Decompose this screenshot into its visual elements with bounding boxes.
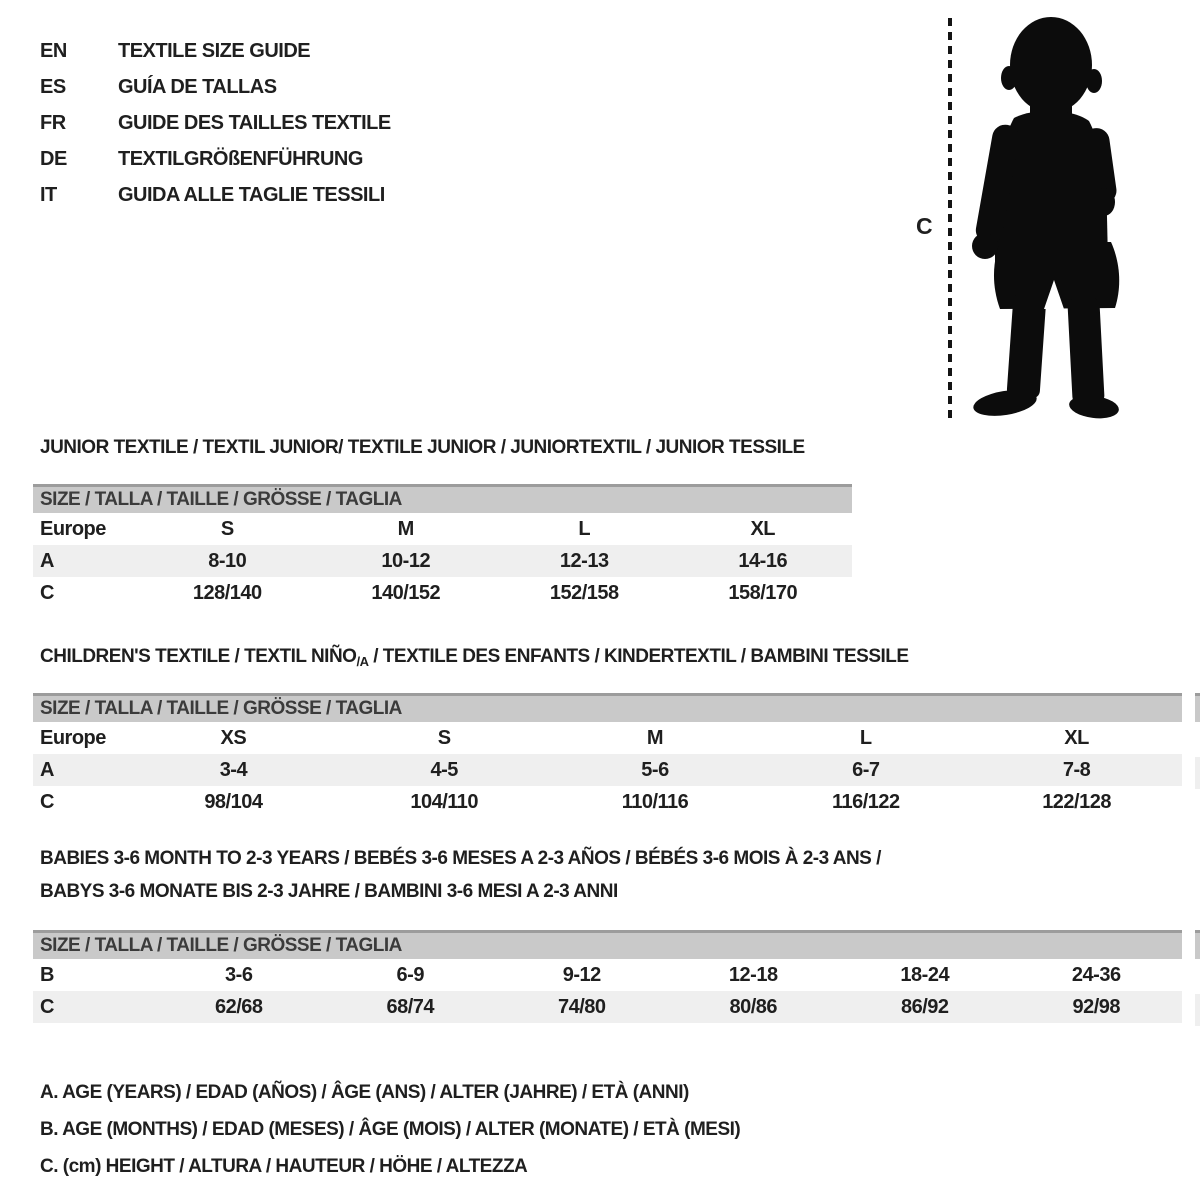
heading-text: / TEXTILE DES ENFANTS / KINDERTEXTIL / BAMBINI TESSILE — [368, 646, 909, 667]
table-row — [33, 991, 1182, 1023]
heading-line: BABYS 3-6 MONATE BIS 2-3 JAHRE / BAMBINI 3-6 MESI A 2-3 ANNI — [40, 881, 618, 902]
table-edge-fragment — [1195, 693, 1200, 722]
table-row — [33, 959, 1182, 991]
size-cell: XS — [220, 727, 247, 749]
language-row — [40, 105, 391, 141]
children-section-heading — [40, 646, 909, 669]
size-cell: 110/116 — [621, 791, 689, 813]
size-cell: 8-10 — [208, 550, 247, 572]
language-code: ES — [40, 76, 66, 98]
heading-text: CHILDREN'S TEXTILE / TEXTIL NIÑO — [40, 646, 357, 667]
size-cell: 10-12 — [381, 550, 431, 572]
size-cell: L — [578, 518, 591, 540]
size-cell: 12-18 — [728, 964, 778, 986]
size-cell: 80/86 — [729, 996, 778, 1018]
language-code: IT — [40, 184, 57, 206]
size-cell: S — [220, 518, 234, 540]
legend-line-age-months: B. AGE (MONTHS) / EDAD (MESES) / ÂGE (MOIS) / ALTER (MONATE) / ETÀ (MESI) — [40, 1119, 741, 1140]
language-code: DE — [40, 148, 67, 170]
size-cell: 4-5 — [430, 759, 458, 781]
size-cell: 6-7 — [852, 759, 880, 781]
table-edge-fragment — [1195, 757, 1200, 789]
size-cell: 24-36 — [1071, 964, 1121, 986]
language-code: EN — [40, 40, 67, 62]
size-cell: 12-13 — [559, 550, 609, 572]
language-code: FR — [40, 112, 66, 134]
table-edge-fragment — [1195, 994, 1200, 1026]
row-label: C — [40, 582, 54, 604]
size-cell: 18-24 — [900, 964, 950, 986]
size-cell: M — [646, 727, 664, 749]
measurement-legend — [40, 1074, 740, 1185]
size-cell: L — [859, 727, 872, 749]
size-cell: XL — [1064, 727, 1089, 749]
language-title-list — [40, 33, 391, 213]
row-label: Europe — [40, 727, 106, 749]
toddler-silhouette-icon — [958, 12, 1140, 420]
size-cell: 3-4 — [219, 759, 248, 781]
table-row — [33, 577, 852, 609]
size-cell: 68/74 — [386, 996, 435, 1018]
row-label: Europe — [40, 518, 106, 540]
guide-title: TEXTILGRÖßENFÜHRUNG — [118, 148, 363, 170]
row-label: A — [40, 759, 54, 781]
heading-line: BABIES 3-6 MONTH TO 2-3 YEARS / BEBÉS 3-6 MESES A 2-3 AÑOS / BÉBÉS 3-6 MOIS À 2-3 ANS / — [40, 848, 881, 869]
size-cell: 3-6 — [225, 964, 253, 986]
size-cell: M — [397, 518, 414, 540]
table-edge-fragment — [1195, 930, 1200, 959]
size-cell: 92/98 — [1072, 996, 1121, 1018]
size-cell: XL — [750, 518, 776, 540]
guide-title: GUIDA ALLE TAGLIE TESSILI — [118, 184, 385, 206]
size-header-bar: SIZE / TALLA / TAILLE / GRÖSSE / TAGLIA — [33, 930, 1182, 959]
junior-size-table — [33, 484, 852, 609]
size-cell: 9-12 — [562, 964, 601, 986]
table-row — [33, 722, 1182, 754]
legend-line-height: C. (cm) HEIGHT / ALTURA / HAUTEUR / HÖHE / ALTEZZA — [40, 1156, 528, 1177]
size-cell: 128/140 — [192, 582, 262, 604]
guide-title: TEXTILE SIZE GUIDE — [118, 40, 311, 62]
table-row — [33, 754, 1182, 786]
language-row — [40, 69, 391, 105]
size-cell: 7-8 — [1062, 759, 1091, 781]
guide-title: GUÍA DE TALLAS — [118, 76, 277, 98]
size-cell: 62/68 — [214, 996, 263, 1018]
guide-title: GUIDE DES TAILLES TEXTILE — [118, 112, 391, 134]
legend-line-age-years: A. AGE (YEARS) / EDAD (AÑOS) / ÂGE (ANS) / ALTER (JAHRE) / ETÀ (ANNI) — [40, 1082, 689, 1103]
children-size-table — [33, 693, 1182, 818]
size-cell: 122/128 — [1042, 791, 1111, 813]
row-label: C — [40, 791, 54, 813]
language-row — [40, 177, 391, 213]
height-measure-dashed-line — [948, 18, 952, 418]
babies-size-table — [33, 930, 1182, 1023]
height-measure-label: C — [916, 213, 933, 239]
size-header-bar: SIZE / TALLA / TAILLE / GRÖSSE / TAGLIA — [33, 484, 852, 513]
row-label: A — [40, 550, 54, 572]
table-row — [33, 545, 852, 577]
size-cell: 86/92 — [900, 996, 949, 1018]
junior-section-heading: JUNIOR TEXTILE / TEXTIL JUNIOR/ TEXTILE JUNIOR / JUNIORTEXTIL / JUNIOR TESSILE — [40, 437, 805, 458]
table-row — [33, 786, 1182, 818]
size-cell: S — [437, 727, 451, 749]
size-header-bar: SIZE / TALLA / TAILLE / GRÖSSE / TAGLIA — [33, 693, 1182, 722]
size-cell: 98/104 — [204, 791, 263, 813]
size-cell: 152/158 — [549, 582, 619, 604]
size-cell: 6-9 — [396, 964, 424, 986]
size-cell: 5-6 — [641, 759, 669, 781]
babies-section-heading — [40, 842, 1000, 908]
size-cell: 14-16 — [738, 550, 788, 572]
size-cell: 158/170 — [728, 582, 798, 604]
language-row — [40, 33, 391, 69]
table-row — [33, 513, 852, 545]
heading-subscript: /A — [356, 654, 369, 669]
row-label: B — [40, 964, 54, 986]
size-cell: 104/110 — [410, 791, 479, 813]
size-cell: 74/80 — [557, 996, 606, 1018]
row-label: C — [40, 996, 54, 1018]
size-cell: 116/122 — [831, 791, 900, 813]
size-cell: 140/152 — [371, 582, 441, 604]
language-row — [40, 141, 391, 177]
